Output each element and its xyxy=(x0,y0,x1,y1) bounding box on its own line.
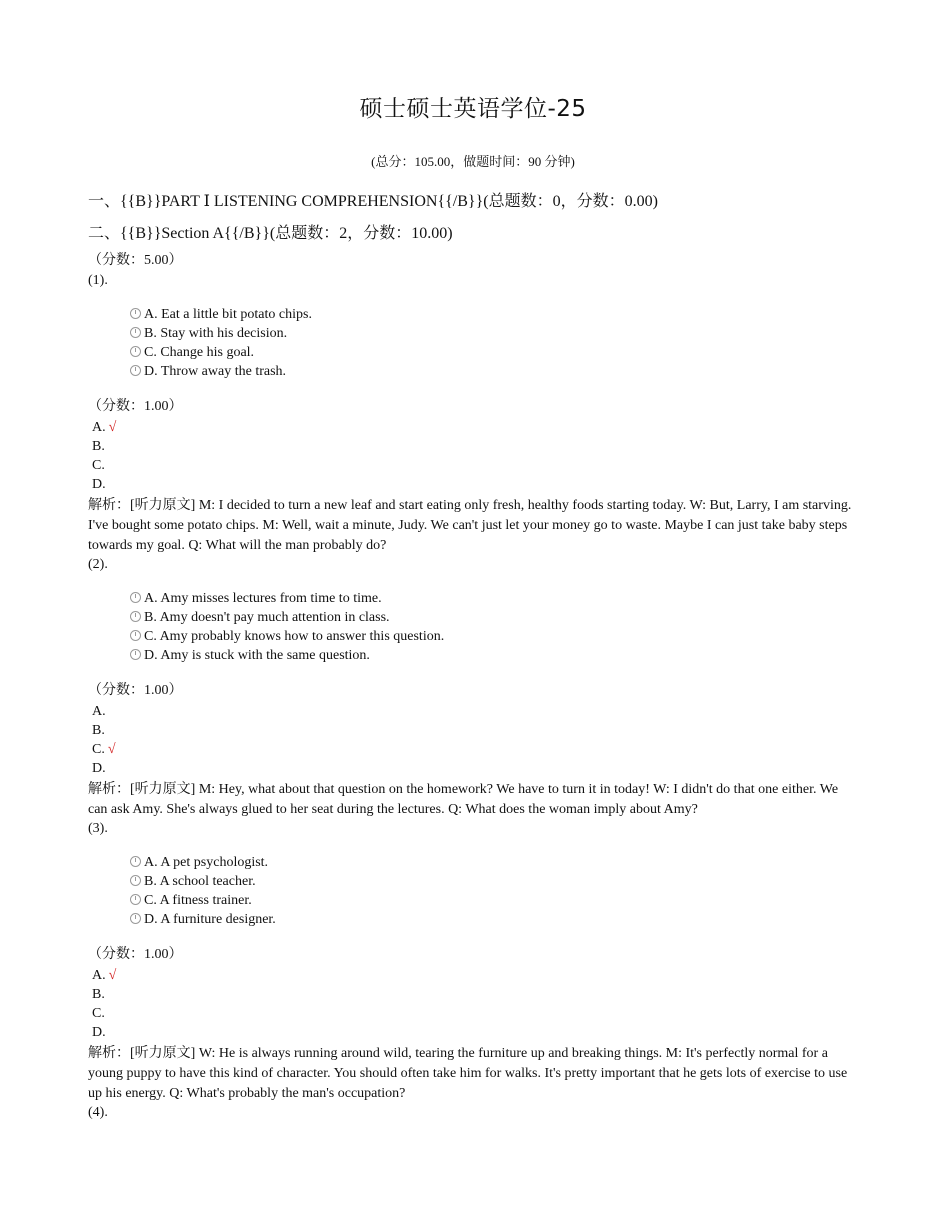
option-item[interactable]: A. Amy misses lectures from time to time. xyxy=(130,589,382,608)
option-item[interactable]: C. Change his goal. xyxy=(130,343,254,362)
correct-check-icon: √ xyxy=(107,742,116,757)
answer-item: A. √ xyxy=(92,420,117,435)
radio-icon[interactable] xyxy=(130,875,141,886)
option-item[interactable]: B. A school teacher. xyxy=(130,872,256,891)
radio-icon[interactable] xyxy=(130,308,141,319)
answer-item: D. xyxy=(92,477,106,492)
section-heading: 二、{{B}}Section A{{/B}}(总题数：2，分数：10.00) xyxy=(88,225,453,242)
exam-meta: (总分：105.00，做题时间：90 分钟) xyxy=(371,154,575,169)
answer-item: C. √ xyxy=(92,742,116,757)
correct-check-icon: √ xyxy=(108,420,117,435)
radio-icon[interactable] xyxy=(130,856,141,867)
explanation: 解析：[听力原文] M: I decided to turn a new leaf and start eating only fresh, healthy foods starting today. W: But, Larry, I am starving. I've bought some potato chips. M: Well, wait a minute, Judy. We can't just let your money go to waste. Maybe I can just take baby steps towards my goal. Q: What will the man probably do? xyxy=(88,498,852,553)
explanation: 解析：[听力原文] M: Hey, what about that question on the homework? We have to turn it in today! W: I didn't do that one either. We can ask Amy. She's always glued to her seat during the lectures. Q: What does the woman imply about Amy? xyxy=(88,782,839,817)
answer-item: C. xyxy=(92,1006,105,1021)
radio-icon[interactable] xyxy=(130,327,141,338)
section-heading: 一、{{B}}PART Ⅰ LISTENING COMPREHENSION{{/B}}(总题数：0，分数：0.00) xyxy=(88,193,658,210)
radio-icon[interactable] xyxy=(130,592,141,603)
option-item[interactable]: D. Amy is stuck with the same question. xyxy=(130,646,370,665)
group-score: （分数：5.00） xyxy=(88,253,183,268)
answer-item: B. xyxy=(92,723,105,738)
question-number: (1). xyxy=(88,273,108,288)
radio-icon[interactable] xyxy=(130,365,141,376)
question-score: （分数：1.00） xyxy=(88,399,183,414)
correct-check-icon: √ xyxy=(108,968,117,983)
radio-icon[interactable] xyxy=(130,346,141,357)
option-item[interactable]: D. A furniture designer. xyxy=(130,910,276,929)
question-score: （分数：1.00） xyxy=(88,947,183,962)
radio-icon[interactable] xyxy=(130,894,141,905)
answer-item: A. xyxy=(92,704,106,719)
option-item[interactable]: B. Stay with his decision. xyxy=(130,324,287,343)
option-item[interactable]: A. Eat a little bit potato chips. xyxy=(130,305,312,324)
question-number: (3). xyxy=(88,821,108,836)
radio-icon[interactable] xyxy=(130,611,141,622)
question-number: (2). xyxy=(88,557,108,572)
option-item[interactable]: C. A fitness trainer. xyxy=(130,891,252,910)
question-score: （分数：1.00） xyxy=(88,683,183,698)
explanation: 解析：[听力原文] W: He is always running around wild, tearing the furniture up and breaking things. M: It's perfectly normal for a young puppy to have this kind of character. You should often take him for walks. It's pretty important that he gets lots of exercise to use up his energy. Q: What's probably the man's occupation? xyxy=(88,1046,848,1101)
option-item[interactable]: D. Throw away the trash. xyxy=(130,362,286,381)
answer-item: D. xyxy=(92,1025,106,1040)
radio-icon[interactable] xyxy=(130,649,141,660)
page-title: 硕士硕士英语学位-25 xyxy=(359,96,587,122)
radio-icon[interactable] xyxy=(130,913,141,924)
option-item[interactable]: A. A pet psychologist. xyxy=(130,853,268,872)
answer-item: A. √ xyxy=(92,968,117,983)
answer-item: B. xyxy=(92,439,105,454)
option-item[interactable]: B. Amy doesn't pay much attention in class. xyxy=(130,608,390,627)
option-item[interactable]: C. Amy probably knows how to answer this question. xyxy=(130,627,444,646)
answer-item: B. xyxy=(92,987,105,1002)
radio-icon[interactable] xyxy=(130,630,141,641)
answer-item: D. xyxy=(92,761,106,776)
question-number: (4). xyxy=(88,1105,108,1120)
answer-item: C. xyxy=(92,458,105,473)
